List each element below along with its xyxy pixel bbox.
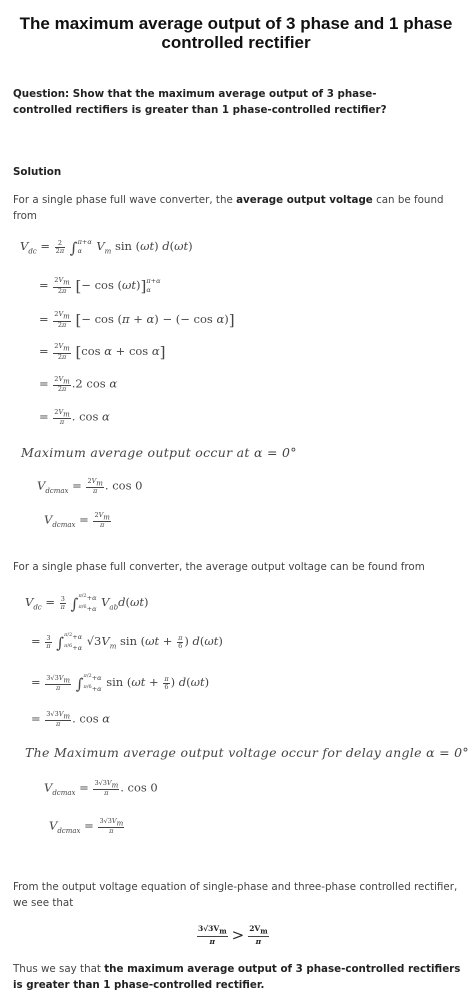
conclusion-bold: the maximum average output of 3 phase-controlled rectifiers is greater than 1 phase-controlled rectifier.	[13, 963, 461, 991]
equation-three-phase-step-2: = $\frac{3}{\pi}$ ∫ $^{\pi/2}$+α $^{\pi/6}$+α $√3V_m$ sin (ωt + $\frac{\pi}{6}$ ) d(ωt)	[31, 632, 223, 653]
intro-1-bold: average output voltage	[236, 194, 373, 206]
statement-max-three: The Maximum average output voltage occur for delay angle α = 0°	[25, 745, 469, 760]
conclusion-text: Thus we say that	[13, 963, 101, 975]
equation-step-5: = $\frac{2V_m}{2\pi}$ .2 cos α	[39, 375, 118, 394]
conclusion-paragraph	[13, 962, 463, 993]
equation-vdc-integral: $V_{dc}$ = $\frac{2}{2\pi}$ ∫ π+α α $V_m$ sin (ωt) d(ωt)	[20, 238, 193, 257]
intro-paragraph-1	[13, 193, 453, 224]
equation-step-4: = $\frac{2V_m}{2\pi}$ [cos α + cos α]	[39, 342, 166, 361]
equation-three-phase-step-3: = $\frac{3√3V_m}{\pi}$ ∫ $^{\pi/2}$+α $^{\pi/6}$+α sin (ωt + $\frac{\pi}{6}$ ) d(ωt)	[31, 673, 210, 694]
equation-step-3: = $\frac{2V_m}{2\pi}$ [− cos (π + α) − (− cos α)]	[39, 310, 235, 329]
page-title: The maximum average output of 3 phase and 1 phase controlled rectifier	[19, 14, 453, 52]
equation-step-6: = $\frac{2V_m}{\pi}$ . cos α	[39, 408, 110, 427]
equation-vdcmax-1: $V_{dcmax}$ = $\frac{2V_m}{\pi}$ . cos 0	[37, 477, 143, 496]
intro-1-text: For a single phase full wave converter, the	[13, 194, 233, 206]
equation-step-2: = $\frac{2V_m}{2\pi}$ [− cos (ωt)] π+α α	[39, 276, 161, 295]
question-text: Question: Show that the maximum average output of 3 phase-controlled rectifiers is greater than 1 phase-controlled rectifier?	[13, 88, 387, 116]
solution-heading: Solution	[13, 166, 62, 178]
comparison-inequality: $\frac{3√3V_m}{\pi}$ > $\frac{2V_m}{\pi}$	[198, 924, 268, 946]
equation-three-phase-step-4: = $\frac{3√3V_m}{\pi}$ . cos α	[31, 710, 111, 729]
statement-max-single: Maximum average output occur at α = 0°	[21, 445, 297, 460]
intro-1-text-end: can be found from	[13, 194, 444, 222]
equation-vdcmax-three-1: $V_{dcmax}$ = $\frac{3√3V_m}{\pi}$ . cos 0	[44, 779, 158, 798]
equation-vdcmax-2: $V_{dcmax}$ = $\frac{2V_m}{\pi}$	[44, 511, 110, 530]
intro-paragraph-2: For a single phase full converter, the average output voltage can be found from	[13, 561, 425, 573]
equation-three-phase-integral: $V_{dc}$ = $\frac{3}{\pi}$ ∫ $^{\pi/2}$+α $^{\pi/6}$+α $V_{ab}d(\omega t)$	[25, 593, 149, 614]
equation-vdcmax-three-2: $V_{dcmax}$ = $\frac{3√3V_m}{\pi}$	[49, 817, 124, 836]
conclusion-intro: From the output voltage equation of single-phase and three-phase controlled rectifier, we see that	[13, 881, 458, 909]
